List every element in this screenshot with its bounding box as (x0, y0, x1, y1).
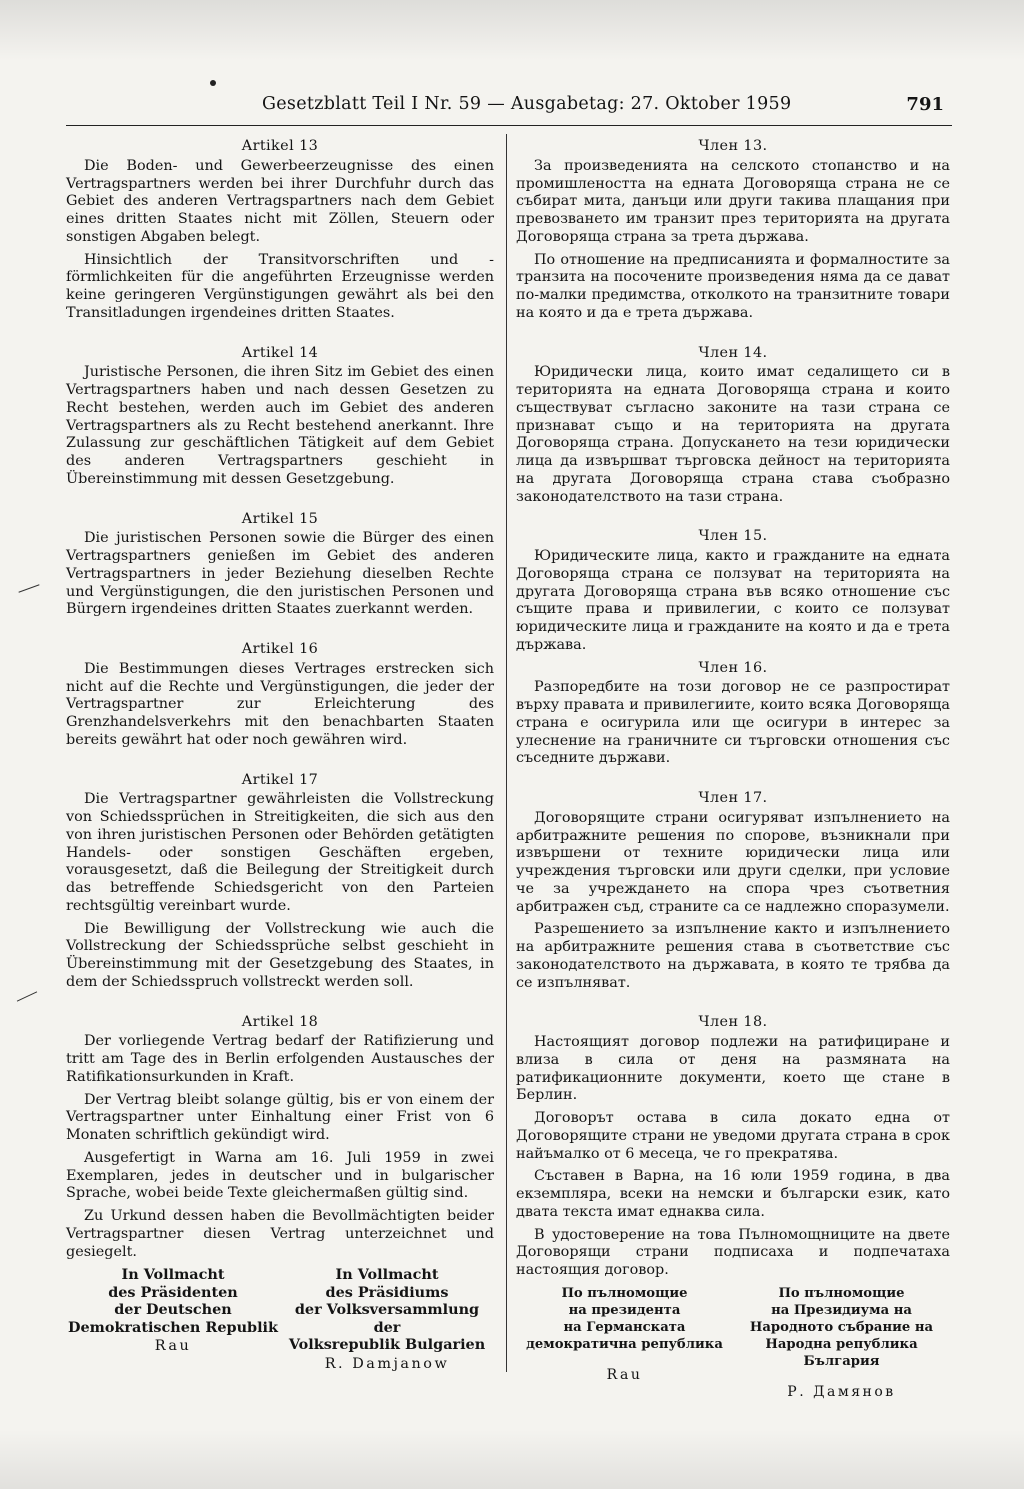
signature-line: Demokratischen Republik (67, 1318, 278, 1336)
paragraph: Разрешението за изпълнение както и изпълнението на арбитражните решения става в съответствие със законодателството на държавата, в която те трябва да се изпълняват. (516, 921, 950, 991)
signature-line: на Президиума на (771, 1302, 912, 1318)
paragraph: По отношение на предписанията и формалностите за транзита на посочените произведения няма да се дават по-малки предимства, отколкото на транзитните товари на която и да е трета държава. (516, 251, 950, 321)
signature-line: Volksrepublik Bulgarien (288, 1336, 486, 1354)
signature-line: Народна република (765, 1336, 918, 1352)
signatory-name: R. Damjanow (324, 1355, 450, 1372)
article-heading: Член 14. (698, 344, 768, 361)
signature-block (66, 1266, 494, 1373)
article-heading: Artikel 14 (241, 344, 319, 361)
signature-line: на президента (568, 1302, 681, 1318)
article-heading: Artikel 15 (241, 510, 319, 527)
signature-line: des Präsidiums (325, 1283, 449, 1301)
header-rule (66, 125, 952, 126)
signature-line: des Präsidenten (108, 1283, 238, 1301)
paragraph: Der vorliegende Vertrag bedarf der Ratifizierung und tritt am Tage des in Berlin erfolgenden Austausches der Ratifikationsurkunden in Kraft. (66, 1033, 494, 1085)
page-header (64, 92, 964, 124)
signature-line: По пълномощие (561, 1285, 688, 1301)
column-divider (506, 134, 507, 1372)
paragraph: Juristische Personen, die ihren Sitz im Gebiet des einen Vertragspartners haben und nach dessen Gesetzen zu Recht bestehen, werden auch im Gebiet des anderen Vertragspartners als zu Recht bestehend anerkannt. Ihre Zulassung zur geschäftlichen Tätigkeit auf dem Gebiet des anderen Vertragspartners geschieht in Übereinstimmung mit dessen Gesetzgebung. (66, 364, 494, 487)
paragraph: Die juristischen Personen sowie die Bürger des einen Vertragspartners genießen im Gebiet des anderen Vertragspartners in jeder Beziehung dieselben Rechte und Vergünstigungen, die den juristischen Personen und Bürgern irgendeines dritten Staates zuerkannt werden. (66, 530, 494, 618)
article-heading: Artikel 13 (241, 138, 319, 154)
signature-line: der Deutschen (114, 1301, 232, 1319)
signature-gdr (516, 1285, 733, 1401)
signature-gdr (66, 1266, 280, 1373)
signature-line: демократична република (526, 1336, 723, 1352)
article-heading: Член 15. (698, 528, 768, 545)
signatory-name: Р. Дамянов (787, 1383, 896, 1400)
signature-bulgaria (733, 1285, 950, 1401)
margin-pencil-mark (18, 584, 39, 592)
punch-dot (210, 80, 216, 86)
header-title: Gesetzblatt Teil I Nr. 59 — Ausgabetag: 27. Oktober 1959 (262, 94, 792, 114)
paragraph: Der Vertrag bleibt solange gültig, bis er von einem der Vertragspartner unter Einhaltung einer Frist von 6 Monaten schriftlich gekündigt wird. (66, 1091, 494, 1143)
paragraph: Die Bestimmungen dieses Vertrages erstrecken sich nicht auf die Rechte und Vergünstigungen, die jeder der Vertragspartner zur Erleichterung des Grenzhandelsverkehrs mit den benachbarten Staaten bereits gewährt hat oder noch gewähren wird. (66, 660, 494, 748)
article-heading: Artikel 16 (241, 641, 319, 657)
paragraph: За произведенията на селското стопанство и на промишлеността на едната Договоряща страна не се събират мита, данъци или други такива плащания при превозването им транзит през територията на другата Договоряща страна за трета държава. (516, 157, 950, 245)
article-heading: Член 17. (698, 790, 768, 806)
paragraph: Настоящият договор подлежи на ратифициране и влиза в сила от деня на размяната на ратификационните документи, което ще стане в Берлин. (516, 1034, 950, 1104)
paragraph: Die Bewilligung der Vollstreckung wie auch die Vollstreckung der Schiedssprüche selbst geschieht in Übereinstimmung mit der Gesetzgebung des Staates, in dem der Schiedsspruch vollstreckt werden soll. (66, 920, 494, 990)
bulgarian-column (516, 138, 950, 1401)
article-heading: Член 13. (698, 138, 768, 154)
paragraph: Zu Urkund dessen haben die Bevollmächtigten beider Vertragspartner diesen Vertrag unterzeichnet und gesiegelt. (66, 1208, 494, 1260)
article-heading: Artikel 17 (241, 771, 319, 788)
german-column (66, 138, 494, 1373)
signature-block (516, 1285, 950, 1401)
article-heading: Artikel 18 (241, 1013, 319, 1030)
paragraph: Юридически лица, които имат седалището си в територията на едната Договоряща страна и които съществуват съгласно законите на тази страна се признават също и на територията на другата Договоряща страна. Допускането на тези юридически лица да извършват търговска дейност на територията на другата Договоряща страна става съобразно законодателството на тази страна. (516, 364, 950, 505)
paragraph: Съставен в Варна, на 16 юли 1959 година, в два екземпляра, всеки на немски и български език, като двата текста имат еднаква сила. (516, 1168, 950, 1220)
margin-pencil-mark (17, 991, 37, 1001)
scan-shadow-top (0, 0, 1024, 60)
paragraph: Ausgefertigt in Warna am 16. Juli 1959 in zwei Exemplaren, jedes in deutscher und in bulgarischer Sprache, wobei beide Texte gleichermaßen gültig sind. (66, 1149, 494, 1202)
article-heading: Член 18. (698, 1014, 768, 1031)
signature-line: Народното събрание на (749, 1319, 934, 1335)
signature-line: der Volksversammlung der (294, 1301, 480, 1336)
paragraph: Договорът остава в сила докато една от Договорящите страни не уведоми другата страна в срок найъмалко от 6 месеца, че го прекратява. (516, 1110, 950, 1162)
signature-line: България (803, 1353, 880, 1369)
paragraph: Die Vertragspartner gewährleisten die Vollstreckung von Schiedssprüchen in Streitigkeiten, die sich aus den von ihren juristischen Personen oder Behörden getätigten Handels- oder sonstigen Geschäften ergeben, vorausgesetzt, daß die Beilegung der Streitigkeit durch das betreffende Schiedsgericht von den Parteien rechtsgültig vereinbart wurde. (66, 791, 494, 914)
signature-bulgaria (280, 1266, 494, 1373)
signature-line: По пълномощие (778, 1285, 905, 1301)
scan-shadow-bottom (0, 1430, 1024, 1489)
signature-line: In Vollmacht (121, 1266, 225, 1284)
page-number: 791 (906, 94, 944, 115)
paragraph: Разпоредбите на този договор не се разпростират върху правата и привилегиите, които всяка Договоряща страна е осигурила или ще осигури в интерес за улеснение на граничните си търговски отношения със съседните държави. (516, 679, 950, 767)
paragraph: В удостоверение на това Пълномощниците на двете Договорящи страни подписаха и подпечатаха настоящия договор. (516, 1226, 950, 1278)
signatory-name: Rau (606, 1366, 643, 1383)
signatory-name: Rau (154, 1338, 192, 1355)
signature-line: на Германската (563, 1319, 686, 1335)
paragraph: Юридическите лица, както и гражданите на едната Договоряща страна се ползуват на територията на другата Договоряща страна във всяко отношение със същите права и привилегии, с които се ползуват юридическите лица и гражданите на която и да е трета държава. (516, 548, 950, 653)
paragraph: Hinsichtlich der Transitvorschriften und -förmlichkeiten für die angeführten Erzeugnisse werden keine geringeren Vergünstigungen gewährt als bei den Transitladungen irgendeines dritten Staates. (66, 251, 494, 321)
paragraph: Договорящите страни осигуряват изпълнението на арбитражните решения по спорове, възникнали при извършени от техните юридически лица или учреждения търговски или други сделки, при условие че за учреждането на спора чрез съответния арбитражен съд, страните са се надлежно споразумели. (516, 809, 950, 915)
signature-line: In Vollmacht (335, 1266, 439, 1284)
paragraph: Die Boden- und Gewerbeerzeugnisse des einen Vertragspartners werden bei ihrer Durchfuhr durch das Gebiet des anderen Vertragspartners nach dem Gebiet eines dritten Staates nicht mit Zöllen, Steuern oder sonstigen Abgaben belegt. (66, 157, 494, 245)
article-heading: Член 16. (698, 659, 768, 676)
